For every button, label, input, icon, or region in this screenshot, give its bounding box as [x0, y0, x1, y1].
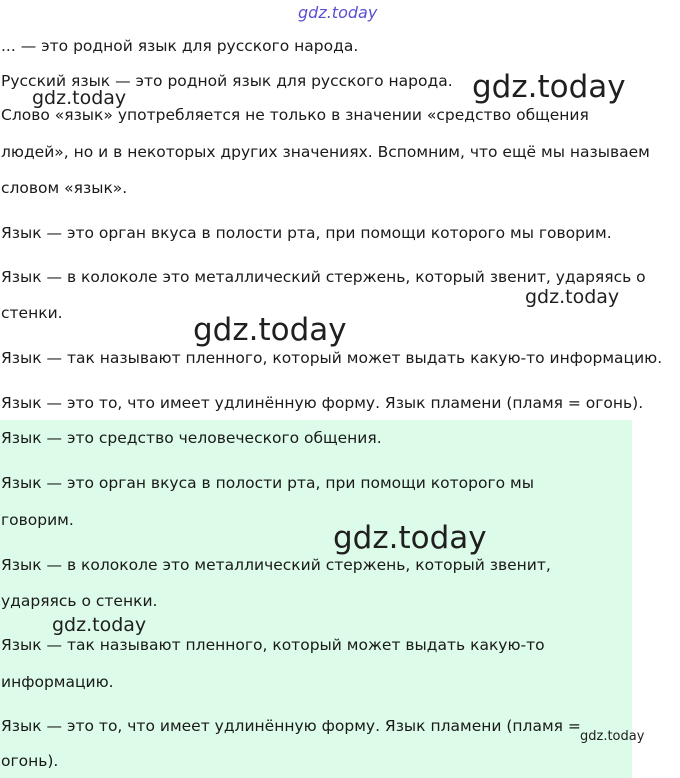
highlight-line: Язык — это средство человеческого общения. [1, 429, 382, 447]
highlight-line: ударяясь о стенки. [1, 592, 158, 610]
watermark: gdz.today [525, 286, 620, 308]
text-line: Язык — это орган вкуса в полости рта, при помощи которого мы говорим. [1, 224, 612, 242]
watermark: gdz.today [32, 87, 127, 109]
watermark: gdz.today [193, 312, 347, 348]
text-line: Язык — это то, что имеет удлинённую форму. Язык пламени (пламя = огонь). [1, 394, 644, 412]
highlight-line: огонь). [1, 752, 59, 770]
highlight-line: Язык — это то, что имеет удлинённую форму. Язык пламени (пламя = [1, 717, 581, 735]
header-watermark: gdz.today [298, 3, 378, 22]
highlight-line: говорим. [1, 511, 74, 529]
text-line: Язык — в колоколе это металлический стержень, который звенит, ударяясь о [1, 268, 646, 286]
text-line: Слово «язык» употребляется не только в значении «средство общения [1, 106, 589, 124]
text-line: Язык — так называют пленного, который может выдать какую-то информацию. [1, 349, 663, 367]
watermark: gdz.today [52, 614, 147, 636]
highlight-line: Язык — в колоколе это металлический стержень, который звенит, [1, 556, 551, 574]
text-line: людей», но и в некоторых других значениях. Вспомним, что ещё мы называем [1, 143, 650, 161]
highlight-line: Язык — это орган вкуса в полости рта, при помощи которого мы [1, 474, 534, 492]
text-line: ... — это родной язык для русского народа. [1, 37, 359, 55]
highlight-line: Язык — так называют пленного, который может выдать какую-то [1, 636, 545, 654]
text-line: Русский язык — это родной язык для русского народа. [1, 72, 453, 90]
text-line: стенки. [1, 304, 63, 322]
highlight-line: информацию. [1, 673, 114, 691]
watermark: gdz.today [333, 520, 487, 556]
text-line: словом «язык». [1, 179, 128, 197]
watermark: gdz.today [580, 729, 645, 744]
watermark: gdz.today [472, 69, 626, 105]
